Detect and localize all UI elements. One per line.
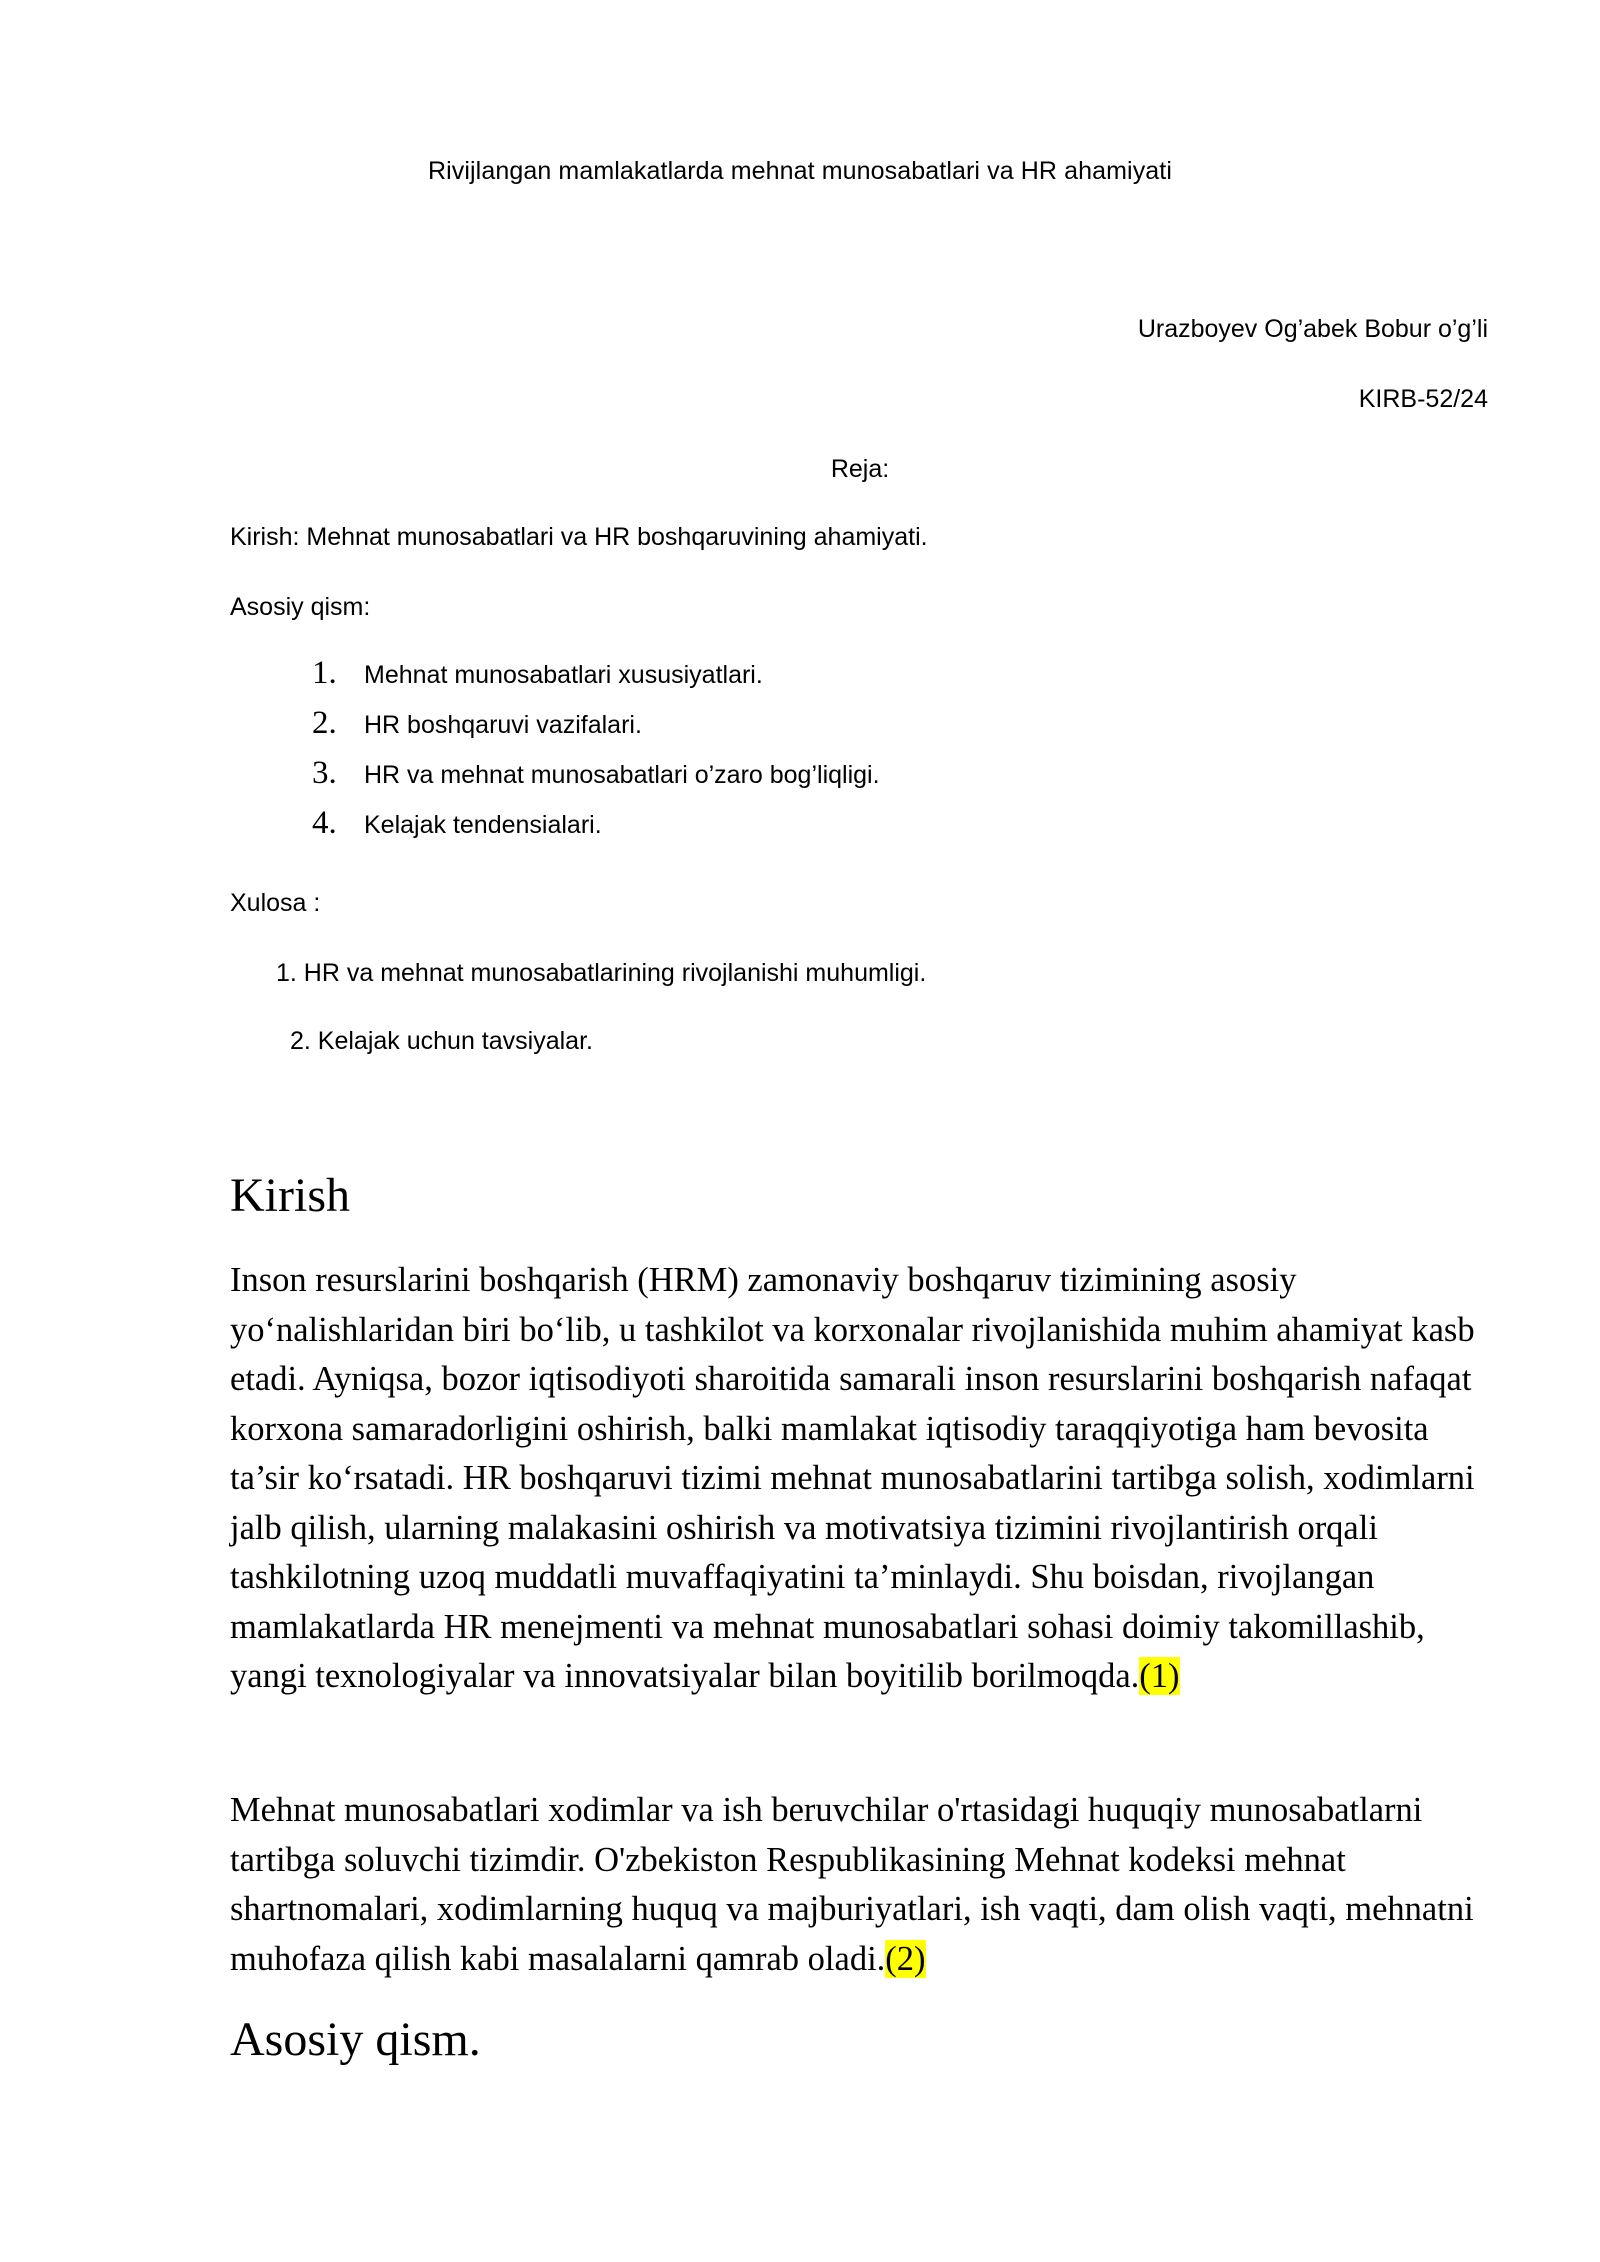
section-heading-main: Asosiy qism. <box>230 2013 481 2066</box>
list-number: 1. <box>312 655 337 691</box>
plan-conclusion-label: Xulosa : <box>230 889 321 917</box>
list-item <box>312 656 880 706</box>
list-item-text: HR va mehnat munosabatlari o’zaro bog’liqligi. <box>364 761 880 789</box>
list-number: 3. <box>312 755 337 791</box>
plan-conclusion-item: 1. HR va mehnat munosabatlarining rivojlanishi muhumligi. <box>276 959 927 987</box>
plan-intro-line: Kirish: Mehnat munosabatlari va HR boshqaruvining ahamiyati. <box>230 523 928 551</box>
list-item-text: Mehnat munosabatlari xususiyatlari. <box>364 661 763 689</box>
body-paragraph <box>230 1256 1500 1702</box>
list-item <box>312 756 880 806</box>
list-item <box>312 806 880 856</box>
plan-conclusion-item: 2. Kelajak uchun tavsiyalar. <box>290 1027 593 1055</box>
group-code: KIRB-52/24 <box>1358 385 1488 413</box>
body-paragraph <box>230 1786 1500 1984</box>
list-item-text: Kelajak tendensialari. <box>364 811 602 839</box>
plan-main-label: Asosiy qism: <box>230 593 371 621</box>
document-title: Rivijlangan mamlakatlarda mehnat munosabatlari va HR ahamiyati <box>427 157 1173 185</box>
paragraph-text: Inson resurslarini boshqarish (HRM) zamonaviy boshqaruv tizimining asosiy yo‘nalishlaridan biri bo‘lib, u tashkilot va korxonalar rivojlanishida muhim ahamiyat kasb etadi. Ayniqsa, bozor iqtisodiyoti sharoitida samarali inson resurslarini boshqarish nafaqat korxona samaradorligini oshirish, balki mamlakat iqtisodiy taraqqiyotiga ham bevosita ta’sir ko‘rsatadi. HR boshqaruvi tizimi mehnat munosabatlarini tartibga solish, xodimlarni jalb qilish, ularning malakasini oshirish va motivatsiya tizimini rivojlantirish orqali tashkilotning uzoq muddatli muvaffaqiyatini ta’minlaydi. Shu boisdan, rivojlangan mamlakatlarda HR menejmenti va mehnat munosabatlari sohasi doimiy takomillashib, yangi texnologiyalar va innovatsiyalar bilan boyitilib borilmoqda. <box>230 1261 1475 1695</box>
citation-ref: (2) <box>885 1939 926 1978</box>
author-name: Urazboyev Og’abek Bobur o’g’li <box>1137 315 1488 343</box>
list-item <box>312 706 880 756</box>
plan-main-list <box>312 656 880 856</box>
list-number: 4. <box>312 805 337 841</box>
plan-label: Reja: <box>830 455 890 483</box>
citation-ref: (1) <box>1139 1657 1180 1695</box>
list-number: 2. <box>312 705 337 741</box>
paragraph-text: Mehnat munosabatlari xodimlar va ish beruvchilar o'rtasidagi huquqiy munosabatlarni tartibga soluvchi tizimdir. O'zbekiston Respublikasining Mehnat kodeksi mehnat shartnomalari, xodimlarning huquq va majburiyatlari, ish vaqti, dam olish vaqti, mehnatni muhofaza qilish kabi masalalarni qamrab oladi. <box>230 1791 1474 1978</box>
section-heading-intro: Kirish <box>230 1169 350 1222</box>
list-item-text: HR boshqaruvi vazifalari. <box>364 711 642 739</box>
